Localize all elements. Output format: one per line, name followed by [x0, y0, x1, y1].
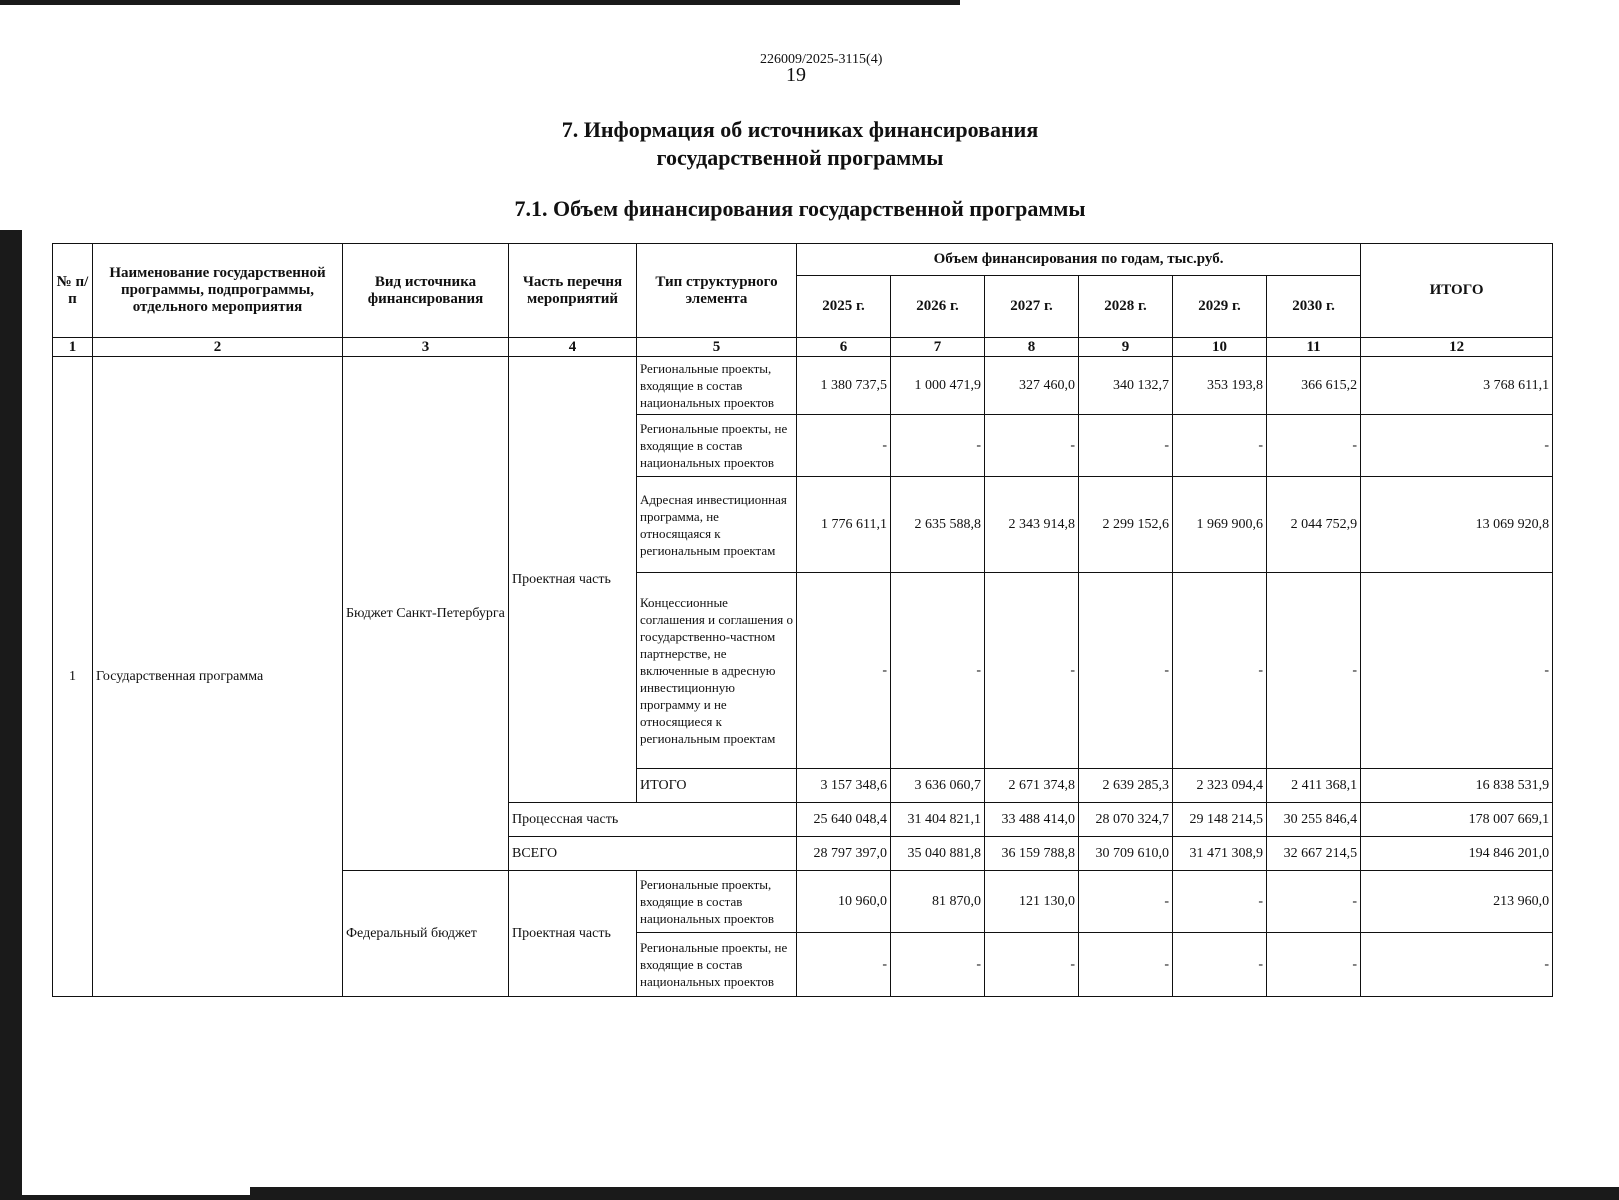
subsection-title: 7.1. Объем финансирования государственной программы — [514, 196, 1086, 221]
document-number: 226009/2025-3115(4) — [760, 52, 883, 67]
section-title-line2: государственной программы — [656, 145, 944, 170]
value-cell: 35 040 881,8 — [891, 837, 985, 871]
value-cell: 2 323 094,4 — [1173, 769, 1267, 803]
value-cell: 2 411 368,1 — [1267, 769, 1361, 803]
total-cell: 16 838 531,9 — [1361, 769, 1553, 803]
value-cell: - — [1267, 933, 1361, 997]
column-index: 4 — [509, 338, 637, 357]
header-year: 2030 г. — [1267, 276, 1361, 338]
value-cell: - — [797, 933, 891, 997]
program-name: Государственная программа — [93, 357, 343, 997]
value-cell: 353 193,8 — [1173, 357, 1267, 415]
value-cell: 3 157 348,6 — [797, 769, 891, 803]
value-cell: 2 639 285,3 — [1079, 769, 1173, 803]
header-total: ИТОГО — [1361, 244, 1553, 338]
column-index: 6 — [797, 338, 891, 357]
total-cell: - — [1361, 573, 1553, 769]
column-index: 1 — [53, 338, 93, 357]
table-row — [53, 357, 1553, 415]
header-type: Тип структурного элемента — [637, 244, 797, 338]
page-number: 19 — [786, 64, 806, 86]
value-cell: 33 488 414,0 — [985, 803, 1079, 837]
section-title-line1: 7. Информация об источниках финансирования — [561, 117, 1039, 142]
column-index: 8 — [985, 338, 1079, 357]
value-cell: 2 671 374,8 — [985, 769, 1079, 803]
value-cell: - — [1079, 933, 1173, 997]
structure-type: Концессионные соглашения и соглашения о государственно-частном партнерстве, не включенные в адресную инвестиционную программу и не относящиеся к региональным проектам — [637, 573, 797, 769]
total-cell: 13 069 920,8 — [1361, 477, 1553, 573]
value-cell: - — [1079, 573, 1173, 769]
value-cell: 3 636 060,7 — [891, 769, 985, 803]
column-index: 7 — [891, 338, 985, 357]
structure-type: Региональные проекты, входящие в состав национальных проектов — [637, 357, 797, 415]
header-year: 2025 г. — [797, 276, 891, 338]
header-year: 2028 г. — [1079, 276, 1173, 338]
header-name: Наименование государственной программы, подпрограммы, отдельного мероприятия — [93, 244, 343, 338]
structure-type: ИТОГО — [637, 769, 797, 803]
value-cell: 28 797 397,0 — [797, 837, 891, 871]
value-cell: 340 132,7 — [1079, 357, 1173, 415]
value-cell: - — [985, 415, 1079, 477]
value-cell: - — [1173, 871, 1267, 933]
header-num: № п/п — [53, 244, 93, 338]
value-cell: 25 640 048,4 — [797, 803, 891, 837]
column-index: 2 — [93, 338, 343, 357]
column-index: 10 — [1173, 338, 1267, 357]
value-cell: - — [1079, 415, 1173, 477]
header-year: 2029 г. — [1173, 276, 1267, 338]
value-cell: - — [891, 933, 985, 997]
column-index: 11 — [1267, 338, 1361, 357]
value-cell: 2 635 588,8 — [891, 477, 985, 573]
structure-type: Региональные проекты, входящие в состав национальных проектов — [637, 871, 797, 933]
value-cell: - — [891, 573, 985, 769]
value-cell: 28 070 324,7 — [1079, 803, 1173, 837]
scan-edge-top — [0, 0, 960, 5]
value-cell: - — [1079, 871, 1173, 933]
value-cell: 31 404 821,1 — [891, 803, 985, 837]
header-year: 2026 г. — [891, 276, 985, 338]
total-cell: 213 960,0 — [1361, 871, 1553, 933]
column-index-row — [53, 338, 1553, 357]
value-cell: - — [1267, 415, 1361, 477]
value-cell: - — [985, 933, 1079, 997]
column-index: 3 — [343, 338, 509, 357]
total-cell: - — [1361, 933, 1553, 997]
spb-process-part: Процессная часть — [509, 803, 797, 837]
value-cell: - — [1267, 871, 1361, 933]
value-cell: 2 044 752,9 — [1267, 477, 1361, 573]
structure-type: Региональные проекты, не входящие в состав национальных проектов — [637, 415, 797, 477]
value-cell: 10 960,0 — [797, 871, 891, 933]
value-cell: - — [797, 573, 891, 769]
source-spb-budget: Бюджет Санкт-Петербурга — [343, 357, 509, 871]
scan-edge-bottom — [250, 1187, 1619, 1200]
value-cell: 36 159 788,8 — [985, 837, 1079, 871]
header-source: Вид источника финансирования — [343, 244, 509, 338]
value-cell: - — [891, 415, 985, 477]
financing-table — [52, 243, 1553, 997]
value-cell: 81 870,0 — [891, 871, 985, 933]
scan-edge-left — [0, 230, 22, 1200]
column-index: 5 — [637, 338, 797, 357]
value-cell: 2 343 914,8 — [985, 477, 1079, 573]
value-cell: 1 000 471,9 — [891, 357, 985, 415]
source-federal-budget: Федеральный бюджет — [343, 871, 509, 997]
structure-type: Адресная инвестиционная программа, не относящаяся к региональным проектам — [637, 477, 797, 573]
total-cell: - — [1361, 415, 1553, 477]
value-cell: 30 709 610,0 — [1079, 837, 1173, 871]
spb-project-part: Проектная часть — [509, 357, 637, 803]
value-cell: 2 299 152,6 — [1079, 477, 1173, 573]
value-cell: - — [985, 573, 1079, 769]
value-cell: 1 776 611,1 — [797, 477, 891, 573]
spb-total-label: ВСЕГО — [509, 837, 797, 871]
scan-edge-bottom-left — [0, 1195, 250, 1200]
structure-type: Региональные проекты, не входящие в состав национальных проектов — [637, 933, 797, 997]
program-num: 1 — [53, 357, 93, 997]
value-cell: - — [797, 415, 891, 477]
total-cell: 194 846 201,0 — [1361, 837, 1553, 871]
value-cell: 31 471 308,9 — [1173, 837, 1267, 871]
value-cell: 30 255 846,4 — [1267, 803, 1361, 837]
value-cell: 29 148 214,5 — [1173, 803, 1267, 837]
value-cell: 366 615,2 — [1267, 357, 1361, 415]
column-index: 9 — [1079, 338, 1173, 357]
value-cell: - — [1267, 573, 1361, 769]
value-cell: - — [1173, 573, 1267, 769]
value-cell: - — [1173, 933, 1267, 997]
header-part: Часть перечня мероприятий — [509, 244, 637, 338]
value-cell: 1 380 737,5 — [797, 357, 891, 415]
value-cell: - — [1173, 415, 1267, 477]
federal-project-part: Проектная часть — [509, 871, 637, 997]
value-cell: 32 667 214,5 — [1267, 837, 1361, 871]
header-year: 2027 г. — [985, 276, 1079, 338]
header-years-group: Объем финансирования по годам, тыс.руб. — [797, 244, 1361, 276]
value-cell: 1 969 900,6 — [1173, 477, 1267, 573]
column-index: 12 — [1361, 338, 1553, 357]
value-cell: 121 130,0 — [985, 871, 1079, 933]
total-cell: 178 007 669,1 — [1361, 803, 1553, 837]
total-cell: 3 768 611,1 — [1361, 357, 1553, 415]
value-cell: 327 460,0 — [985, 357, 1079, 415]
section-title — [400, 116, 1200, 172]
